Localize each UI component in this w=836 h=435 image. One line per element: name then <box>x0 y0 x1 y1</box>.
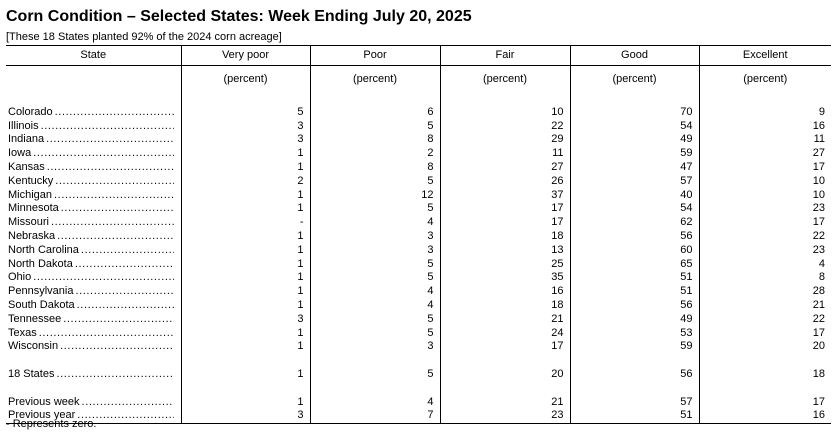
state-name: Previous year <box>8 409 76 422</box>
value-cell: 62 <box>570 216 699 230</box>
state-cell <box>6 368 181 382</box>
state-cell <box>6 216 181 230</box>
value-cell: 54 <box>570 202 699 216</box>
value-cell: 5 <box>310 175 440 189</box>
footnote: - Represents zero. <box>6 418 97 430</box>
table-row <box>6 120 831 134</box>
value-cell: 5 <box>310 258 440 272</box>
column-header-fair: Fair <box>440 46 570 66</box>
value-cell: 3 <box>181 313 310 327</box>
spacer-row <box>6 92 831 106</box>
value-cell: 26 <box>440 175 570 189</box>
value-cell: 2 <box>181 175 310 189</box>
state-cell <box>6 175 181 189</box>
spacer-cell <box>699 92 831 106</box>
value-cell: 23 <box>440 409 570 423</box>
table-row <box>6 258 831 272</box>
column-header-state: State <box>6 46 181 66</box>
value-cell: 40 <box>570 189 699 203</box>
value-cell: 8 <box>310 161 440 175</box>
units-cell: (percent) <box>440 66 570 93</box>
dot-leader <box>82 396 174 410</box>
value-cell: 1 <box>181 147 310 161</box>
dot-leader <box>61 202 174 216</box>
column-header-poor: Poor <box>310 46 440 66</box>
spacer-cell <box>570 354 699 368</box>
value-cell: 18 <box>699 368 831 382</box>
state-name: Tennessee <box>8 312 62 325</box>
value-cell: 10 <box>699 189 831 203</box>
spacer-row <box>6 354 831 368</box>
value-cell: 57 <box>570 396 699 410</box>
value-cell: 1 <box>181 189 310 203</box>
value-cell: 60 <box>570 244 699 258</box>
value-cell: 9 <box>699 106 831 120</box>
state-cell <box>6 133 181 147</box>
table-row <box>6 230 831 244</box>
state-cell <box>6 230 181 244</box>
table-row <box>6 202 831 216</box>
value-cell: 1 <box>181 327 310 341</box>
value-cell: 1 <box>181 258 310 272</box>
value-cell: 51 <box>570 285 699 299</box>
value-cell: 17 <box>440 216 570 230</box>
state-cell <box>6 285 181 299</box>
value-cell: 8 <box>310 133 440 147</box>
value-cell: 17 <box>699 396 831 410</box>
value-cell: 6 <box>310 106 440 120</box>
value-cell: 11 <box>440 147 570 161</box>
value-cell: 17 <box>699 161 831 175</box>
value-cell: 28 <box>699 285 831 299</box>
column-header-good: Good <box>570 46 699 66</box>
table-row <box>6 147 831 161</box>
value-cell: 20 <box>699 340 831 354</box>
spacer-cell <box>440 382 570 396</box>
state-cell <box>6 299 181 313</box>
table-row <box>6 409 831 423</box>
spacer-cell <box>6 92 181 106</box>
value-cell: 1 <box>181 368 310 382</box>
table-row <box>6 133 831 147</box>
dot-leader <box>75 258 174 272</box>
dot-leader <box>63 313 174 327</box>
value-cell: 27 <box>699 147 831 161</box>
state-cell <box>6 244 181 258</box>
state-name: Missouri <box>8 216 49 229</box>
table-row <box>6 368 831 382</box>
value-cell: 35 <box>440 271 570 285</box>
value-cell: 56 <box>570 299 699 313</box>
table-row <box>6 244 831 258</box>
value-cell: 16 <box>699 409 831 423</box>
value-cell: 51 <box>570 409 699 423</box>
value-cell: 17 <box>440 340 570 354</box>
state-name: North Carolina <box>8 243 79 256</box>
value-cell: 1 <box>181 271 310 285</box>
state-name: Wisconsin <box>8 340 59 353</box>
state-cell <box>6 189 181 203</box>
state-cell <box>6 147 181 161</box>
state-name: Pennsylvania <box>8 285 74 298</box>
spacer-cell <box>6 382 181 396</box>
state-name: Ohio <box>8 271 32 284</box>
dot-leader <box>55 175 174 189</box>
value-cell: 29 <box>440 133 570 147</box>
spacer-cell <box>440 354 570 368</box>
dot-leader <box>41 120 174 134</box>
table-row <box>6 285 831 299</box>
value-cell: 70 <box>570 106 699 120</box>
spacer-cell <box>181 382 310 396</box>
value-cell: 5 <box>310 271 440 285</box>
value-cell: 22 <box>699 230 831 244</box>
value-cell: 1 <box>181 299 310 313</box>
value-cell: 3 <box>310 340 440 354</box>
value-cell: 25 <box>440 258 570 272</box>
value-cell: 53 <box>570 327 699 341</box>
state-name: Illinois <box>8 119 39 132</box>
units-cell: (percent) <box>699 66 831 93</box>
state-cell <box>6 340 181 354</box>
value-cell: 5 <box>181 106 310 120</box>
state-cell <box>6 161 181 175</box>
value-cell: 3 <box>181 120 310 134</box>
value-cell: 17 <box>440 202 570 216</box>
value-cell: 5 <box>310 327 440 341</box>
value-cell: 4 <box>310 216 440 230</box>
table-row <box>6 340 831 354</box>
value-cell: 5 <box>310 313 440 327</box>
state-cell <box>6 313 181 327</box>
value-cell: 7 <box>310 409 440 423</box>
dot-leader <box>57 230 174 244</box>
spacer-cell <box>699 354 831 368</box>
value-cell: 20 <box>440 368 570 382</box>
state-name: 18 States <box>8 367 55 380</box>
value-cell: 3 <box>181 133 310 147</box>
spacer-cell <box>570 92 699 106</box>
value-cell: 3 <box>310 230 440 244</box>
state-cell <box>6 120 181 134</box>
units-cell: (percent) <box>181 66 310 93</box>
value-cell: 3 <box>310 244 440 258</box>
table-row <box>6 106 831 120</box>
value-cell: 56 <box>570 230 699 244</box>
value-cell: 1 <box>181 161 310 175</box>
value-cell: 16 <box>440 285 570 299</box>
value-cell: 54 <box>570 120 699 134</box>
spacer-cell <box>6 354 181 368</box>
value-cell: 59 <box>570 147 699 161</box>
value-cell: 4 <box>310 285 440 299</box>
table-row <box>6 327 831 341</box>
page-title: Corn Condition – Selected States: Week Ending July 20, 2025 <box>6 8 472 25</box>
state-name: Colorado <box>8 105 53 118</box>
state-cell <box>6 396 181 410</box>
value-cell: 21 <box>699 299 831 313</box>
value-cell: 18 <box>440 299 570 313</box>
dot-leader <box>56 368 174 382</box>
value-cell: 13 <box>440 244 570 258</box>
spacer-row <box>6 382 831 396</box>
value-cell: 22 <box>440 120 570 134</box>
value-cell: 5 <box>310 120 440 134</box>
value-cell: 1 <box>181 230 310 244</box>
state-name: North Dakota <box>8 257 73 270</box>
dot-leader <box>33 271 174 285</box>
dot-leader <box>75 285 174 299</box>
state-name: Minnesota <box>8 202 59 215</box>
state-name: Nebraska <box>8 229 56 242</box>
value-cell: 59 <box>570 340 699 354</box>
value-cell: 5 <box>310 202 440 216</box>
units-cell: (percent) <box>310 66 440 93</box>
value-cell: 49 <box>570 313 699 327</box>
state-cell <box>6 106 181 120</box>
dot-leader <box>81 244 174 258</box>
spacer-cell <box>310 382 440 396</box>
value-cell: 27 <box>440 161 570 175</box>
value-cell: 21 <box>440 313 570 327</box>
units-cell-blank <box>6 66 181 93</box>
value-cell: 17 <box>699 216 831 230</box>
value-cell: 1 <box>181 202 310 216</box>
value-cell: 57 <box>570 175 699 189</box>
table-row <box>6 216 831 230</box>
state-cell <box>6 271 181 285</box>
table-row <box>6 313 831 327</box>
value-cell: 4 <box>310 396 440 410</box>
value-cell: 49 <box>570 133 699 147</box>
dot-leader <box>46 133 174 147</box>
value-cell: 21 <box>440 396 570 410</box>
spacer-cell <box>440 92 570 106</box>
dot-leader <box>54 189 174 203</box>
spacer-cell <box>181 354 310 368</box>
state-cell <box>6 327 181 341</box>
spacer-cell <box>699 382 831 396</box>
value-cell: 5 <box>310 368 440 382</box>
dot-leader <box>39 327 174 341</box>
dot-leader <box>60 340 174 354</box>
value-cell: 23 <box>699 244 831 258</box>
dot-leader <box>77 299 174 313</box>
dot-leader <box>47 161 174 175</box>
column-header-excellent: Excellent <box>699 46 831 66</box>
value-cell: 37 <box>440 189 570 203</box>
state-name: South Dakota <box>8 298 75 311</box>
state-name: Kentucky <box>8 174 54 187</box>
value-cell: 22 <box>699 313 831 327</box>
table-body <box>6 92 831 424</box>
value-cell: 10 <box>699 175 831 189</box>
spacer-cell <box>310 92 440 106</box>
spacer-cell <box>310 354 440 368</box>
units-cell: (percent) <box>570 66 699 93</box>
value-cell: 18 <box>440 230 570 244</box>
dot-leader <box>51 216 174 230</box>
table-row <box>6 175 831 189</box>
value-cell: 12 <box>310 189 440 203</box>
value-cell: 2 <box>310 147 440 161</box>
table-row <box>6 299 831 313</box>
value-cell: 1 <box>181 285 310 299</box>
state-name: Indiana <box>8 133 45 146</box>
spacer-cell <box>181 92 310 106</box>
value-cell: 1 <box>181 396 310 410</box>
state-name: Michigan <box>8 188 53 201</box>
units-row <box>6 66 831 93</box>
state-name: Texas <box>8 326 37 339</box>
table-row <box>6 396 831 410</box>
state-cell <box>6 202 181 216</box>
value-cell: 24 <box>440 327 570 341</box>
corn-condition-table <box>6 45 831 424</box>
value-cell: 4 <box>310 299 440 313</box>
table-row <box>6 161 831 175</box>
value-cell: 1 <box>181 340 310 354</box>
value-cell: 11 <box>699 133 831 147</box>
state-name: Previous week <box>8 395 80 408</box>
value-cell: 4 <box>699 258 831 272</box>
dot-leader <box>33 147 174 161</box>
page-subtitle: [These 18 States planted 92% of the 2024 corn acreage] <box>6 31 282 43</box>
column-header-very-poor: Very poor <box>181 46 310 66</box>
value-cell: 17 <box>699 327 831 341</box>
value-cell: 10 <box>440 106 570 120</box>
value-cell: 3 <box>181 409 310 423</box>
value-cell: 65 <box>570 258 699 272</box>
header-row <box>6 46 831 66</box>
state-name: Iowa <box>8 147 32 160</box>
value-cell: 51 <box>570 271 699 285</box>
dot-leader <box>55 106 174 120</box>
value-cell: 16 <box>699 120 831 134</box>
value-cell: 56 <box>570 368 699 382</box>
spacer-cell <box>570 382 699 396</box>
value-cell: - <box>181 216 310 230</box>
state-name: Kansas <box>8 160 45 173</box>
value-cell: 23 <box>699 202 831 216</box>
value-cell: 8 <box>699 271 831 285</box>
table-row <box>6 189 831 203</box>
state-cell <box>6 258 181 272</box>
table-row <box>6 271 831 285</box>
value-cell: 47 <box>570 161 699 175</box>
value-cell: 1 <box>181 244 310 258</box>
